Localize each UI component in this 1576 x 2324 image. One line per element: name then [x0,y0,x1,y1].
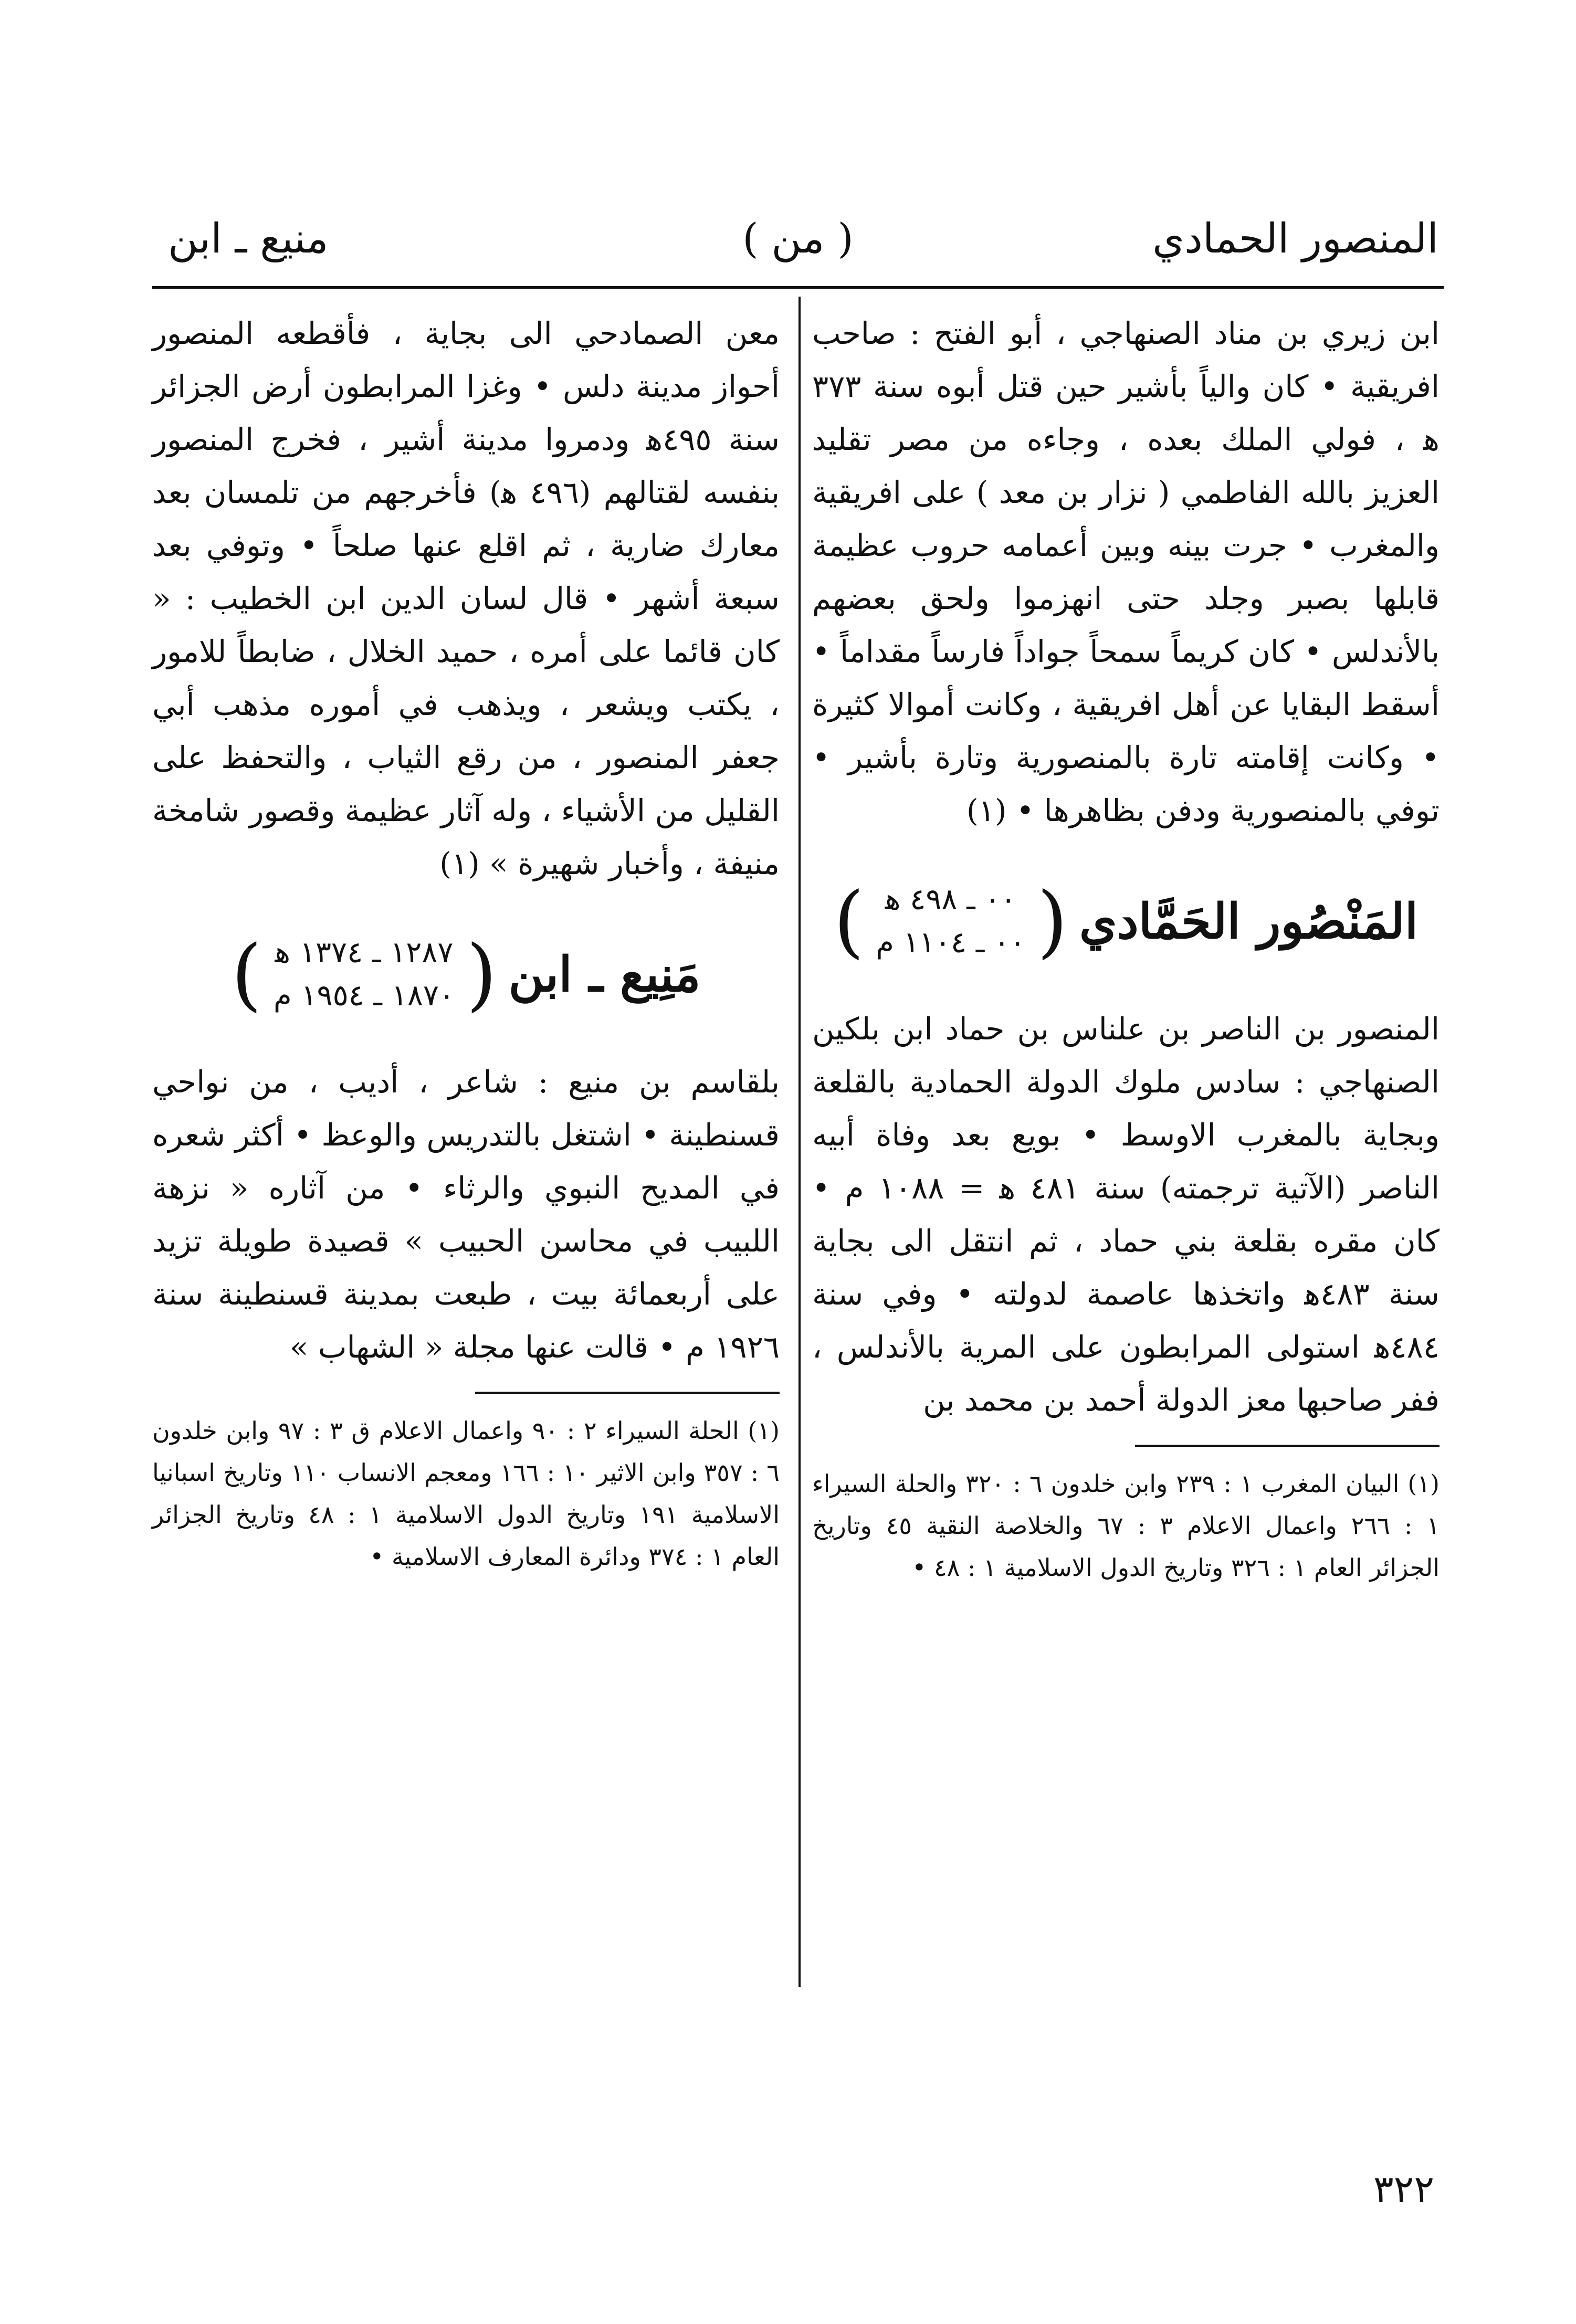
entry-date-hijri: ٠٠ ـ ٤٩٨ ﻫ [885,882,1016,917]
column-divider [798,297,801,1987]
header-rule [152,286,1444,289]
right-column [812,307,1440,1589]
left-column-paragraph: معن الصمادحي الى بجاية ، فأقطعه المنصور أحواز مدينة دلس • وغزا المرابطون أرض الجزائر سنة ٤٩٥ﻫ ودمروا مدينة أشير ، فخرج المنصور بنفسه لقتالهم (٤٩٦ ﻫ) فأخرجهم من تلمسان بعد معارك ضارية ، ثم اقلع عنها صلحاً • وتوفي بعد سبعة أشهر • قال لسان الدين ابن الخطيب : « كان قائما على أمره ، حميد الخلال ، ضابطاً للامور ، يكتب ويشعر ، ويذهب في أموره مذهب أبي جعفر المنصور ، من رقع الثياب ، والتحفظ على القليل من الأشياء ، وله آثار عظيمة وقصور شامخة منيفة ، وأخبار شهيرة » (١) [152,316,780,881]
entry-name: المَنْصُور الحَمَّادي [1079,893,1419,950]
entry-heading-mansur [812,861,1440,982]
entry-date-hijri: ١٢٨٧ ـ ١٣٧٤ ﻫ [275,935,454,970]
page-number: ٣٢٢ [1373,2167,1434,2211]
open-paren: ( [1037,876,1068,967]
entry-dates [876,878,1025,964]
entry-date-gregorian: ٠٠ ـ ١١٠٤ م [876,926,1026,960]
left-column-entry-paragraph: بلقاسم بن منيع : شاعر ، أديب ، من نواحي قسنطينة • اشتغل بالتدريس والوعظ • أكثر شعره في المديح النبوي والرثاء • من آثاره « نزهة اللبيب في محاسن الحبيب » قصيدة طويلة تزيد على أربعمائة بيت ، طبعت بمدينة قسنطينة سنة ١٩٢٦ م • قالت عنها مجلة « الشهاب » [152,1064,780,1365]
header-left-title: منيع ـ ابن [168,215,329,262]
close-paren: ) [833,876,865,967]
entry-name: مَنِيع ـ ابن [508,946,701,1003]
footnote-rule [475,1392,780,1394]
entry-heading-manie [152,914,780,1035]
entry-date-gregorian: ١٨٧٠ ـ ١٩٥٤ م [273,979,455,1013]
right-footnote: (١) البيان المغرب ١ : ٢٣٩ وابن خلدون ٦ : ٣٢٠ والحلة السيراء ١ : ٢٦٦ واعمال الاعلام ٣ : ٦٧ والخلاصة النقية ٤٥ وتاريخ الجزائر العام ١ : ٣٢٦ وتاريخ الدول الاسلامية ١ : ٤٨ • [812,1469,1440,1582]
right-column-entry-paragraph: المنصور بن الناصر بن علناس بن حماد ابن بلكين الصنهاجي : سادس ملوك الدولة الحمادية بالقلعة وبجاية بالمغرب الاوسط • بويع بعد وفاة أبيه الناصر (الآتية ترجمته) سنة ٤٨١ ﻫ = ١٠٨٨ م • كان مقره بقلعة بني حماد ، ثم انتقل الى بجاية سنة ٤٨٣ﻫ واتخذها عاصمة لدولته • وفي سنة ٤٨٤ﻫ استولى المرابطون على المرية بالأندلس ، ففر صاحبها معز الدولة أحمد بن محمد بن [812,1011,1440,1418]
close-paren: ) [231,929,262,1020]
entry-dates [274,931,455,1017]
header-right-title: المنصور الحمادي [1152,215,1438,262]
open-paren: ( [466,929,497,1020]
header-center-letters: ( من ) [742,215,854,262]
left-footnote: (١) الحلة السيراء ٢ : ٩٠ واعمال الاعلام ق ٣ : ٩٧ وابن خلدون ٦ : ٣٥٧ وابن الاثير ١٠ : ١٦٦ ومعجم الانساب ١١٠ وتاريخ اسبانيا الاسلامية ١٩١ وتاريخ الدول الاسلامية ١ : ٤٨ وتاريخ الجزائر العام ١ : ٣٧٤ ودائرة المعارف الاسلامية • [152,1416,780,1571]
footnote-rule [1135,1445,1440,1447]
right-column-paragraph: ابن زيري بن مناد الصنهاجي ، أبو الفتح : صاحب افريقية • كان والياً بأشير حين قتل أبوه سنة ٣٧٣ ﻫ ، فولي الملك بعده ، وجاءه من مصر تقليد العزيز بالله الفاطمي ( نزار بن معد ) على افريقية والمغرب • جرت بينه وبين أعمامه حروب عظيمة قابلها بصبر وجلد حتى انهزموا ولحق بعضهم بالأندلس • كان كريماً سمحاً جواداً فارساً مقداماً • أسقط البقايا عن أهل افريقية ، وكانت أموالا كثيرة • وكانت إقامته تارة بالمنصورية وتارة بأشير • توفي بالمنصورية ودفن بظاهرها • (١) [812,316,1440,828]
running-header [157,207,1438,281]
left-column [152,307,780,1578]
